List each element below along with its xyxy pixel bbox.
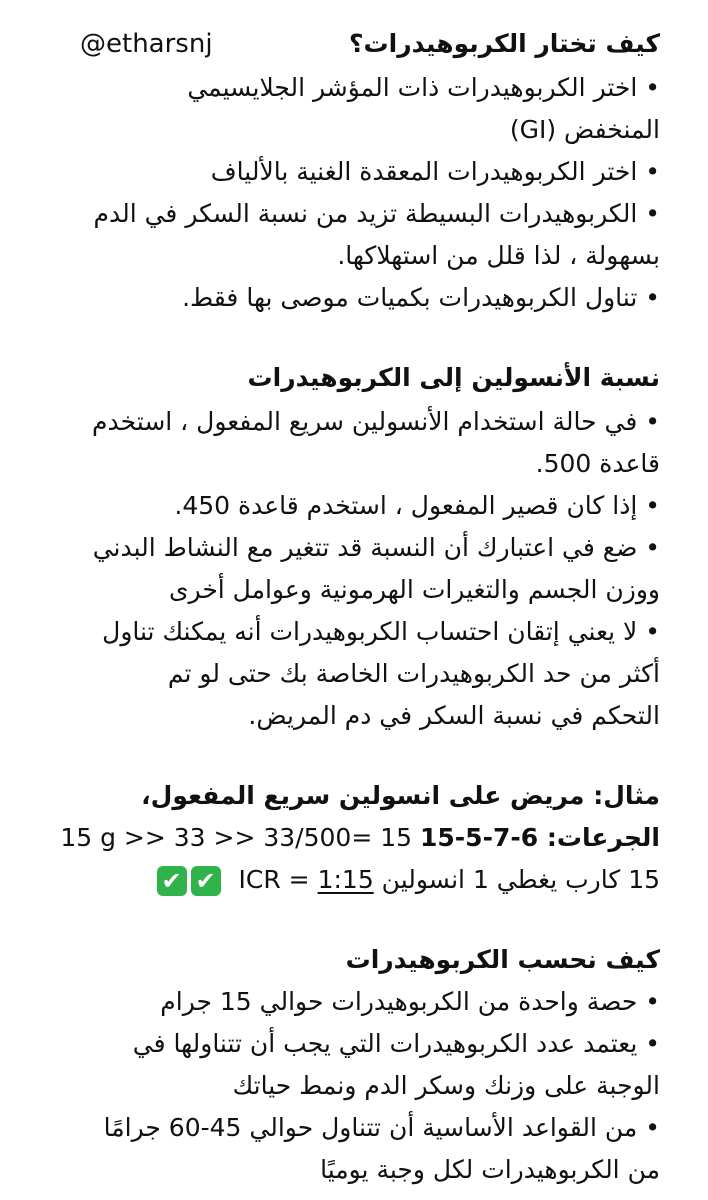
check-mark-icon: ✔ [157,866,187,896]
section1-line: • اختر الكربوهيدرات المعقدة الغنية بالألياف [210,157,660,186]
section1-line: بسهولة ، لذا قلل من استهلاكها. [337,241,660,270]
section2-line: • ضع في اعتبارك أن النسبة قد تتغير مع النشاط البدني [92,533,660,562]
section3-line: • من القواعد الأساسية أن تتناول حوالي 45-60 جرامًا [103,1113,660,1142]
section2-line: • في حالة استخدام الأنسولين سريع المفعول ، استخدم [92,407,660,436]
example-doses-line [40,816,660,860]
section2-line: التحكم في نسبة السكر في دم المريض. [248,701,660,730]
check-mark-icon: ✔ [191,866,221,896]
section1-line: • تناول الكربوهيدرات بكميات موصى بها فقط. [182,283,660,312]
section2-line: قاعدة 500. [535,449,660,478]
icr-ratio: 1:15 [317,865,374,894]
section3-line: من الكربوهيدرات لكل وجبة يوميًا [320,1155,660,1184]
example-icr-line [40,858,660,902]
section2-line: ووزن الجسم والتغيرات الهرمونية وعوامل أخرى [168,575,660,604]
icr-value [239,865,374,894]
example-title: مثال: مريض على انسولين سريع المفعول، [141,781,660,810]
section1-line: • الكربوهيدرات البسيطة تزيد من نسبة السكر في الدم [93,199,660,228]
section2-line: • إذا كان قصير المفعول ، استخدم قاعدة 450. [174,491,660,520]
doses-result: 15 g [60,823,116,852]
section2-line: • لا يعني إتقان احتساب الكربوهيدرات أنه يمكنك تناول [102,617,660,646]
section3-line: الوجبة على وزنك وسكر الدم ونمط حياتك [232,1071,660,1100]
author-handle: @etharsnj [80,29,213,59]
section2-line: أكثر من حد الكربوهيدرات الخاصة بك حتى لو تم [167,659,660,688]
section3-line: • يعتمد عدد الكربوهيدرات التي يجب أن تتناولها في [132,1029,660,1058]
section-title-insulin-ratio: نسبة الأنسولين إلى الكربوهيدرات [247,363,660,392]
icr-label: ICR = [238,865,310,894]
section1-line: المنخفض (GI) [509,115,660,144]
section-title-choose-carbs: كيف تختار الكربوهيدرات؟ [349,29,660,58]
doses-calculation: >> 33 >> 33/500= 15 [123,823,413,852]
check-marks [153,858,221,902]
section3-line: • حصة واحدة من الكربوهيدرات حوالي 15 جرام [160,987,660,1016]
section1-line: • اختر الكربوهيدرات ذات المؤشر الجلايسيمي [187,73,660,102]
section-title-calculate-carbs: كيف نحسب الكربوهيدرات [345,945,660,974]
icr-description: 15 كارب يغطي 1 انسولين [381,865,660,894]
doses-label: الجرعات: 6-7-5-15 [419,823,660,852]
